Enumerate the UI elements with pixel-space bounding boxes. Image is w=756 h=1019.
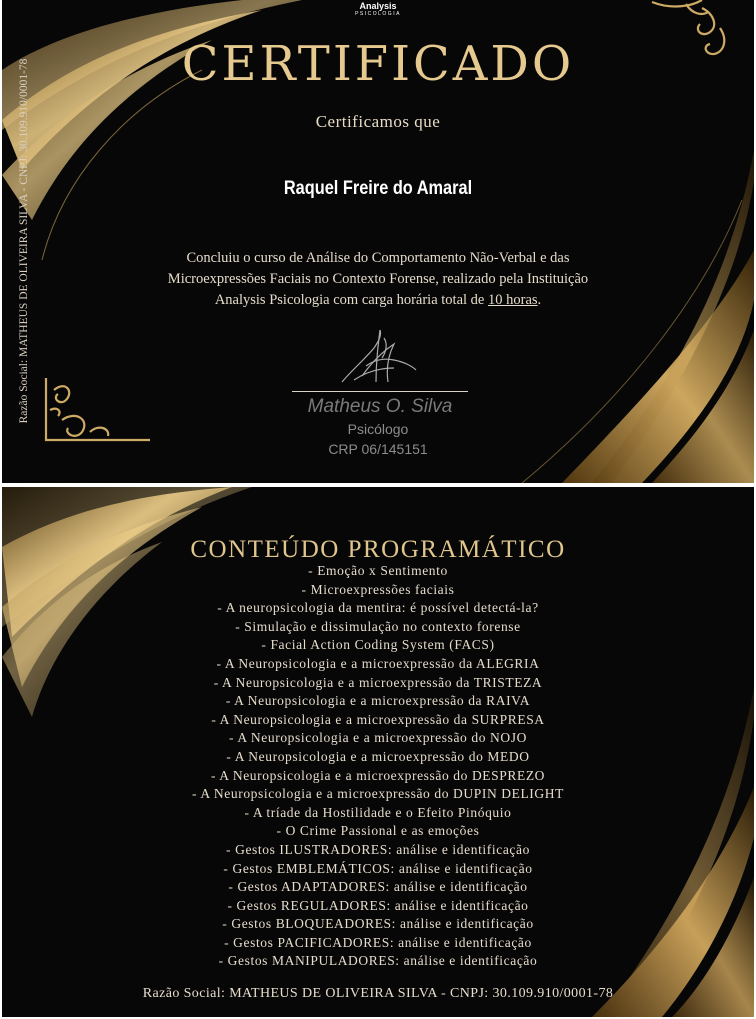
list-item: - Gestos EMBLEMÁTICOS: análise e identificação [223, 860, 533, 876]
signature-role: Psicólogo [347, 421, 409, 437]
side-company-info: Razão Social: MATHEUS DE OLIVEIRA SILVA - CNPJ: 30.109.910/0001-78 [18, 58, 30, 424]
list-item: - A tríade da Hostilidade e o Efeito Pinóquio [244, 804, 512, 820]
list-item: - Emoção x Sentimento [308, 563, 448, 578]
certificate-title: CERTIFICADO [181, 36, 575, 92]
list-item: - A Neuropsicologia e a microexpressão da RAIVA [225, 693, 531, 709]
list-item: - Gestos MANIPULADORES: análise e identificação [218, 953, 538, 969]
body-line-2: Microexpressões Faciais no Contexto Forense, realizado pela Instituição [167, 271, 589, 287]
list-item: - A Neuropsicologia e a microexpressão do MEDO [226, 748, 530, 764]
list-item: - A Neuropsicologia e a microexpressão da TRISTEZA [213, 674, 543, 690]
list-item: - A Neuropsicologia e a microexpressão do DESPREZO [210, 767, 546, 783]
program-list [2, 562, 754, 971]
list-item: - A Neuropsicologia e a microexpressão do NOJO [229, 730, 527, 746]
list-item: - Gestos PACIFICADORES: análise e identificação [224, 934, 532, 950]
course-description [112, 248, 644, 311]
signature-line [292, 391, 468, 392]
program-footer: Razão Social: MATHEUS DE OLIVEIRA SILVA - CNPJ: 30.109.910/0001-78 [142, 986, 614, 1001]
list-item: - Facial Action Coding System (FACS) [261, 637, 495, 653]
course-hours: 10 horas [487, 292, 538, 308]
list-item: - Gestos REGULADORES: análise e identificação [227, 897, 529, 913]
list-item: - Gestos BLOQUEADORES: análise e identificação [222, 916, 534, 932]
certificate-page [2, 0, 754, 483]
signature-name: Matheus O. Silva [307, 396, 453, 417]
certify-text: Certificamos que [315, 112, 441, 131]
list-item: - Gestos ADAPTADORES: análise e identificação [228, 879, 528, 895]
body-line-3-prefix: Analysis Psicologia com carga horária total de [214, 292, 488, 308]
logo-subtitle: PSICOLOGIA [355, 11, 401, 17]
list-item: - A Neuropsicologia e a microexpressão do DUPIN DELIGHT [192, 786, 564, 802]
logo-name: Analysis [359, 1, 397, 11]
list-item: - Gestos ILUSTRADORES: análise e identificação [226, 841, 530, 857]
list-item: - A Neuropsicologia e a microexpressão da ALEGRIA [216, 655, 540, 671]
brand-logo [2, 2, 754, 17]
list-item: - Microexpressões faciais [301, 581, 455, 597]
recipient-name: Raquel Freire do Amaral [283, 178, 473, 199]
body-line-3-suffix: . [537, 292, 542, 308]
signature-crp: CRP 06/145151 [328, 441, 428, 457]
body-line-1: Concluiu o curso de Análise do Comportamento Não-Verbal e das [186, 250, 570, 266]
program-page [2, 487, 754, 1017]
list-item: - A Neuropsicologia e a microexpressão da SURPRESA [211, 711, 545, 727]
list-item: - O Crime Passional e as emoções [276, 823, 480, 839]
program-title: CONTEÚDO PROGRAMÁTICO [190, 536, 566, 563]
list-item: - Simulação e dissimulação no contexto forense [235, 618, 521, 634]
list-item: - A neuropsicologia da mentira: é possível detectá-la? [217, 600, 539, 616]
